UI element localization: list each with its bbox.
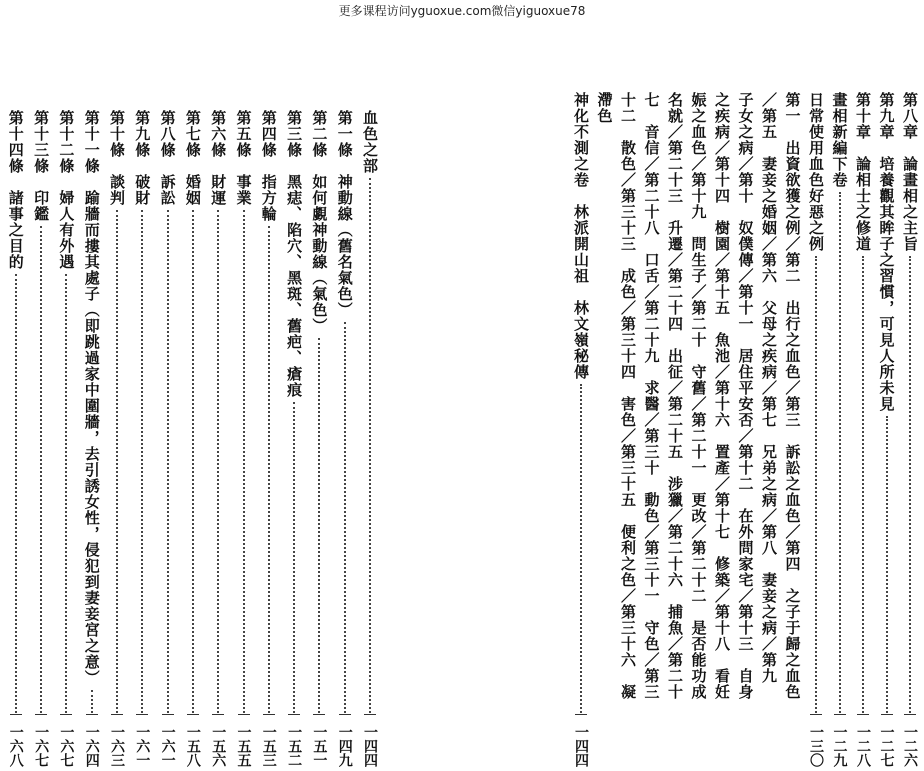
page-mark (86, 714, 98, 715)
leader-dots (192, 210, 194, 713)
toc-entry[interactable] (333, 0, 357, 771)
toc-entry-title: 第十一條 踰牆而摟其處子（即跳過家中圍牆，去引誘女性，侵犯到妻妾宮之意） (82, 110, 101, 686)
page-mark (364, 714, 376, 715)
leader-dots (815, 256, 817, 713)
toc-entry-page: 一五二 (286, 725, 303, 767)
toc-entry-title: 神化不測之卷 林派開山祖 林文嶺秘傳 (572, 92, 590, 380)
leader-dots (839, 192, 841, 713)
toc-entry-title: 第五條 事業 (234, 110, 253, 206)
toc-entry-title: 日常使用血色好惡之例 (807, 92, 825, 252)
toc-entry[interactable] (875, 0, 899, 771)
toc-entry[interactable] (282, 0, 306, 771)
toc-entry-page: 一六七 (58, 725, 75, 767)
leader-dots (243, 210, 245, 713)
page-mark (35, 714, 47, 715)
toc-entry[interactable] (54, 0, 78, 771)
toc-entry[interactable] (734, 0, 758, 771)
page-mark (810, 714, 822, 715)
leader-dots (293, 402, 295, 713)
toc-entry[interactable] (616, 0, 640, 771)
toc-entry-page: 一四九 (336, 725, 353, 767)
toc-entry-title: 畫相新編下卷 (830, 92, 849, 188)
page-mark (575, 714, 587, 715)
toc-entry[interactable] (105, 0, 129, 771)
toc-entry[interactable] (593, 0, 617, 771)
toc-entry-title: 第七條 婚姻 (183, 110, 202, 206)
toc-entry[interactable] (757, 0, 781, 771)
toc-entry[interactable] (181, 0, 205, 771)
toc-entry[interactable] (640, 0, 664, 771)
page-mark (136, 714, 148, 715)
toc-entry-title: 之疾病／第十四 樹園／第十五 魚池／第十六 置產／第十七 修築／第十八 看妊 (713, 92, 731, 700)
page-mark (881, 714, 893, 715)
toc-entry-title: 第十四條 諸事之目的 (6, 110, 25, 270)
right-page (462, 0, 924, 771)
toc-entry-page: 一六四 (83, 725, 100, 767)
toc-entry-page: 一六七 (33, 725, 50, 767)
toc-entry-title: 第八章 論畫相之主旨 (901, 92, 919, 252)
toc-entry[interactable] (687, 0, 711, 771)
toc-entry-page: 一二七 (878, 725, 895, 767)
toc-entry[interactable] (781, 0, 805, 771)
toc-entry[interactable] (4, 0, 28, 771)
toc-entry-page: 一四四 (362, 725, 378, 767)
toc-entry-title: 名就／第二十三 升遷／第二十四 出征／第二十五 涉獵／第二十六 捕魚／第二十 (666, 92, 684, 700)
toc-entry[interactable] (851, 0, 875, 771)
page-mark (10, 714, 22, 715)
toc-entry[interactable] (130, 0, 154, 771)
toc-entry-page: 一四四 (573, 725, 589, 767)
page-mark (904, 714, 916, 715)
toc-entry-title: 第二條 如何覷神動線（氣色） (310, 110, 329, 334)
watermark-header: 更多课程访问yguoxue.com微信yiguoxue78 (338, 4, 586, 18)
page-mark (111, 714, 123, 715)
page-mark (238, 714, 250, 715)
toc-entry-title: ／第五 妻妾之婚姻／第六 父母之疾病／第七 兄弟之病／第八 妻妾之病／第九 (760, 92, 778, 684)
toc-entry[interactable] (569, 0, 593, 771)
toc-entry-title: 第九章 培養觀其眸子之習慣，可見人所未見 (877, 92, 896, 412)
toc-entry[interactable] (257, 0, 281, 771)
leader-dots (580, 384, 582, 713)
toc-entry[interactable] (232, 0, 256, 771)
toc-entry-title: 十二 散色／第三十三 成色／第三十四 害色／第三十五 便利之色／第三十六 凝 (619, 92, 637, 700)
toc-entry-page: 一六三 (109, 725, 125, 767)
toc-entry-title: 第六條 財運 (209, 110, 228, 206)
toc-entry-title: 第一 出資欲獲之例／第二 出行之血色／第三 訴訟之血色／第四 之子于歸之血色 (783, 92, 802, 700)
page-mark (313, 714, 325, 715)
page-mark (162, 714, 174, 715)
leader-dots (15, 274, 17, 713)
page-mark (187, 714, 199, 715)
toc-entry-title: 子女之病／第十 奴僕傳／第十一 居住平安否／第十二 在外問家宅／第十三 自身 (736, 92, 755, 700)
leader-dots (65, 274, 67, 713)
leader-dots (141, 210, 143, 713)
toc-entry-page: 一三〇 (808, 725, 824, 767)
toc-entry-title: 娠之血色／第十九 問生子／第二十 守舊／第二十一 更改／第二十二 是否能功成 (689, 92, 708, 700)
leader-dots (268, 226, 270, 713)
leader-dots (344, 322, 346, 713)
toc-entry-title: 第四條 指方輪 (259, 110, 278, 222)
toc-entry[interactable] (307, 0, 331, 771)
toc-entry-page: 一六一 (159, 725, 176, 767)
toc-entry-title: 第十三條 印鑑 (32, 110, 51, 222)
leader-dots (886, 416, 888, 713)
toc-entry-title: 第十二條 婦人有外遇 (57, 110, 76, 270)
toc-entry-title: 第一條 神動線（舊名氣色） (335, 110, 354, 318)
toc-entry-title: 第十章 論相士之修道 (854, 92, 872, 252)
toc-entry-title: 七 音信／第二十八 口舌／第二十九 求醫／第三十 動色／第三十一 守色／第三 (642, 92, 661, 700)
toc-entry-page: 一六八 (7, 725, 24, 767)
page-mark (263, 714, 275, 715)
toc-entry-page: 一五三 (260, 725, 277, 767)
leader-dots (217, 210, 219, 713)
toc-entry-page: 一五一 (311, 725, 328, 767)
toc-entry[interactable] (804, 0, 828, 771)
page-mark (288, 714, 300, 715)
toc-entry-page: 一六一 (134, 725, 151, 767)
toc-entry-page: 一二八 (855, 725, 871, 767)
toc-entry[interactable] (80, 0, 104, 771)
toc-entry-title: 第十條 談判 (108, 110, 126, 206)
leader-dots (40, 226, 42, 713)
toc-entry[interactable] (358, 0, 382, 771)
leader-dots (167, 210, 169, 713)
toc-entry-title: 第九條 破財 (133, 110, 152, 206)
toc-entry-title: 滯色 (595, 92, 614, 124)
toc-entry-page: 一五八 (184, 725, 201, 767)
toc-entry[interactable] (828, 0, 852, 771)
page-mark (834, 714, 846, 715)
page-mark (857, 714, 869, 715)
toc-entry-title: 第八條 訴訟 (158, 110, 177, 206)
leader-dots (909, 256, 911, 713)
page-mark (339, 714, 351, 715)
leader-dots (318, 338, 320, 713)
toc-entry[interactable] (710, 0, 734, 771)
page-mark (212, 714, 224, 715)
toc-entry[interactable] (898, 0, 922, 771)
toc-entry-page: 一二六 (902, 725, 918, 767)
leader-dots (116, 210, 118, 713)
toc-entry-page: 一二九 (831, 725, 848, 767)
toc-entry[interactable] (156, 0, 180, 771)
toc-entry-title: 血色之部 (361, 110, 379, 174)
toc-entry[interactable] (206, 0, 230, 771)
leader-dots (369, 178, 371, 713)
toc-entry[interactable] (29, 0, 53, 771)
page-mark (60, 714, 72, 715)
leader-dots (862, 256, 864, 713)
toc-entry[interactable] (663, 0, 687, 771)
toc-entry-page: 一五六 (210, 725, 227, 767)
toc-entry-title: 第三條 黑痣、陷穴、黑斑、舊疤、瘡痕 (285, 110, 304, 398)
toc-entry-page: 一五五 (235, 725, 252, 767)
leader-dots (91, 690, 93, 713)
